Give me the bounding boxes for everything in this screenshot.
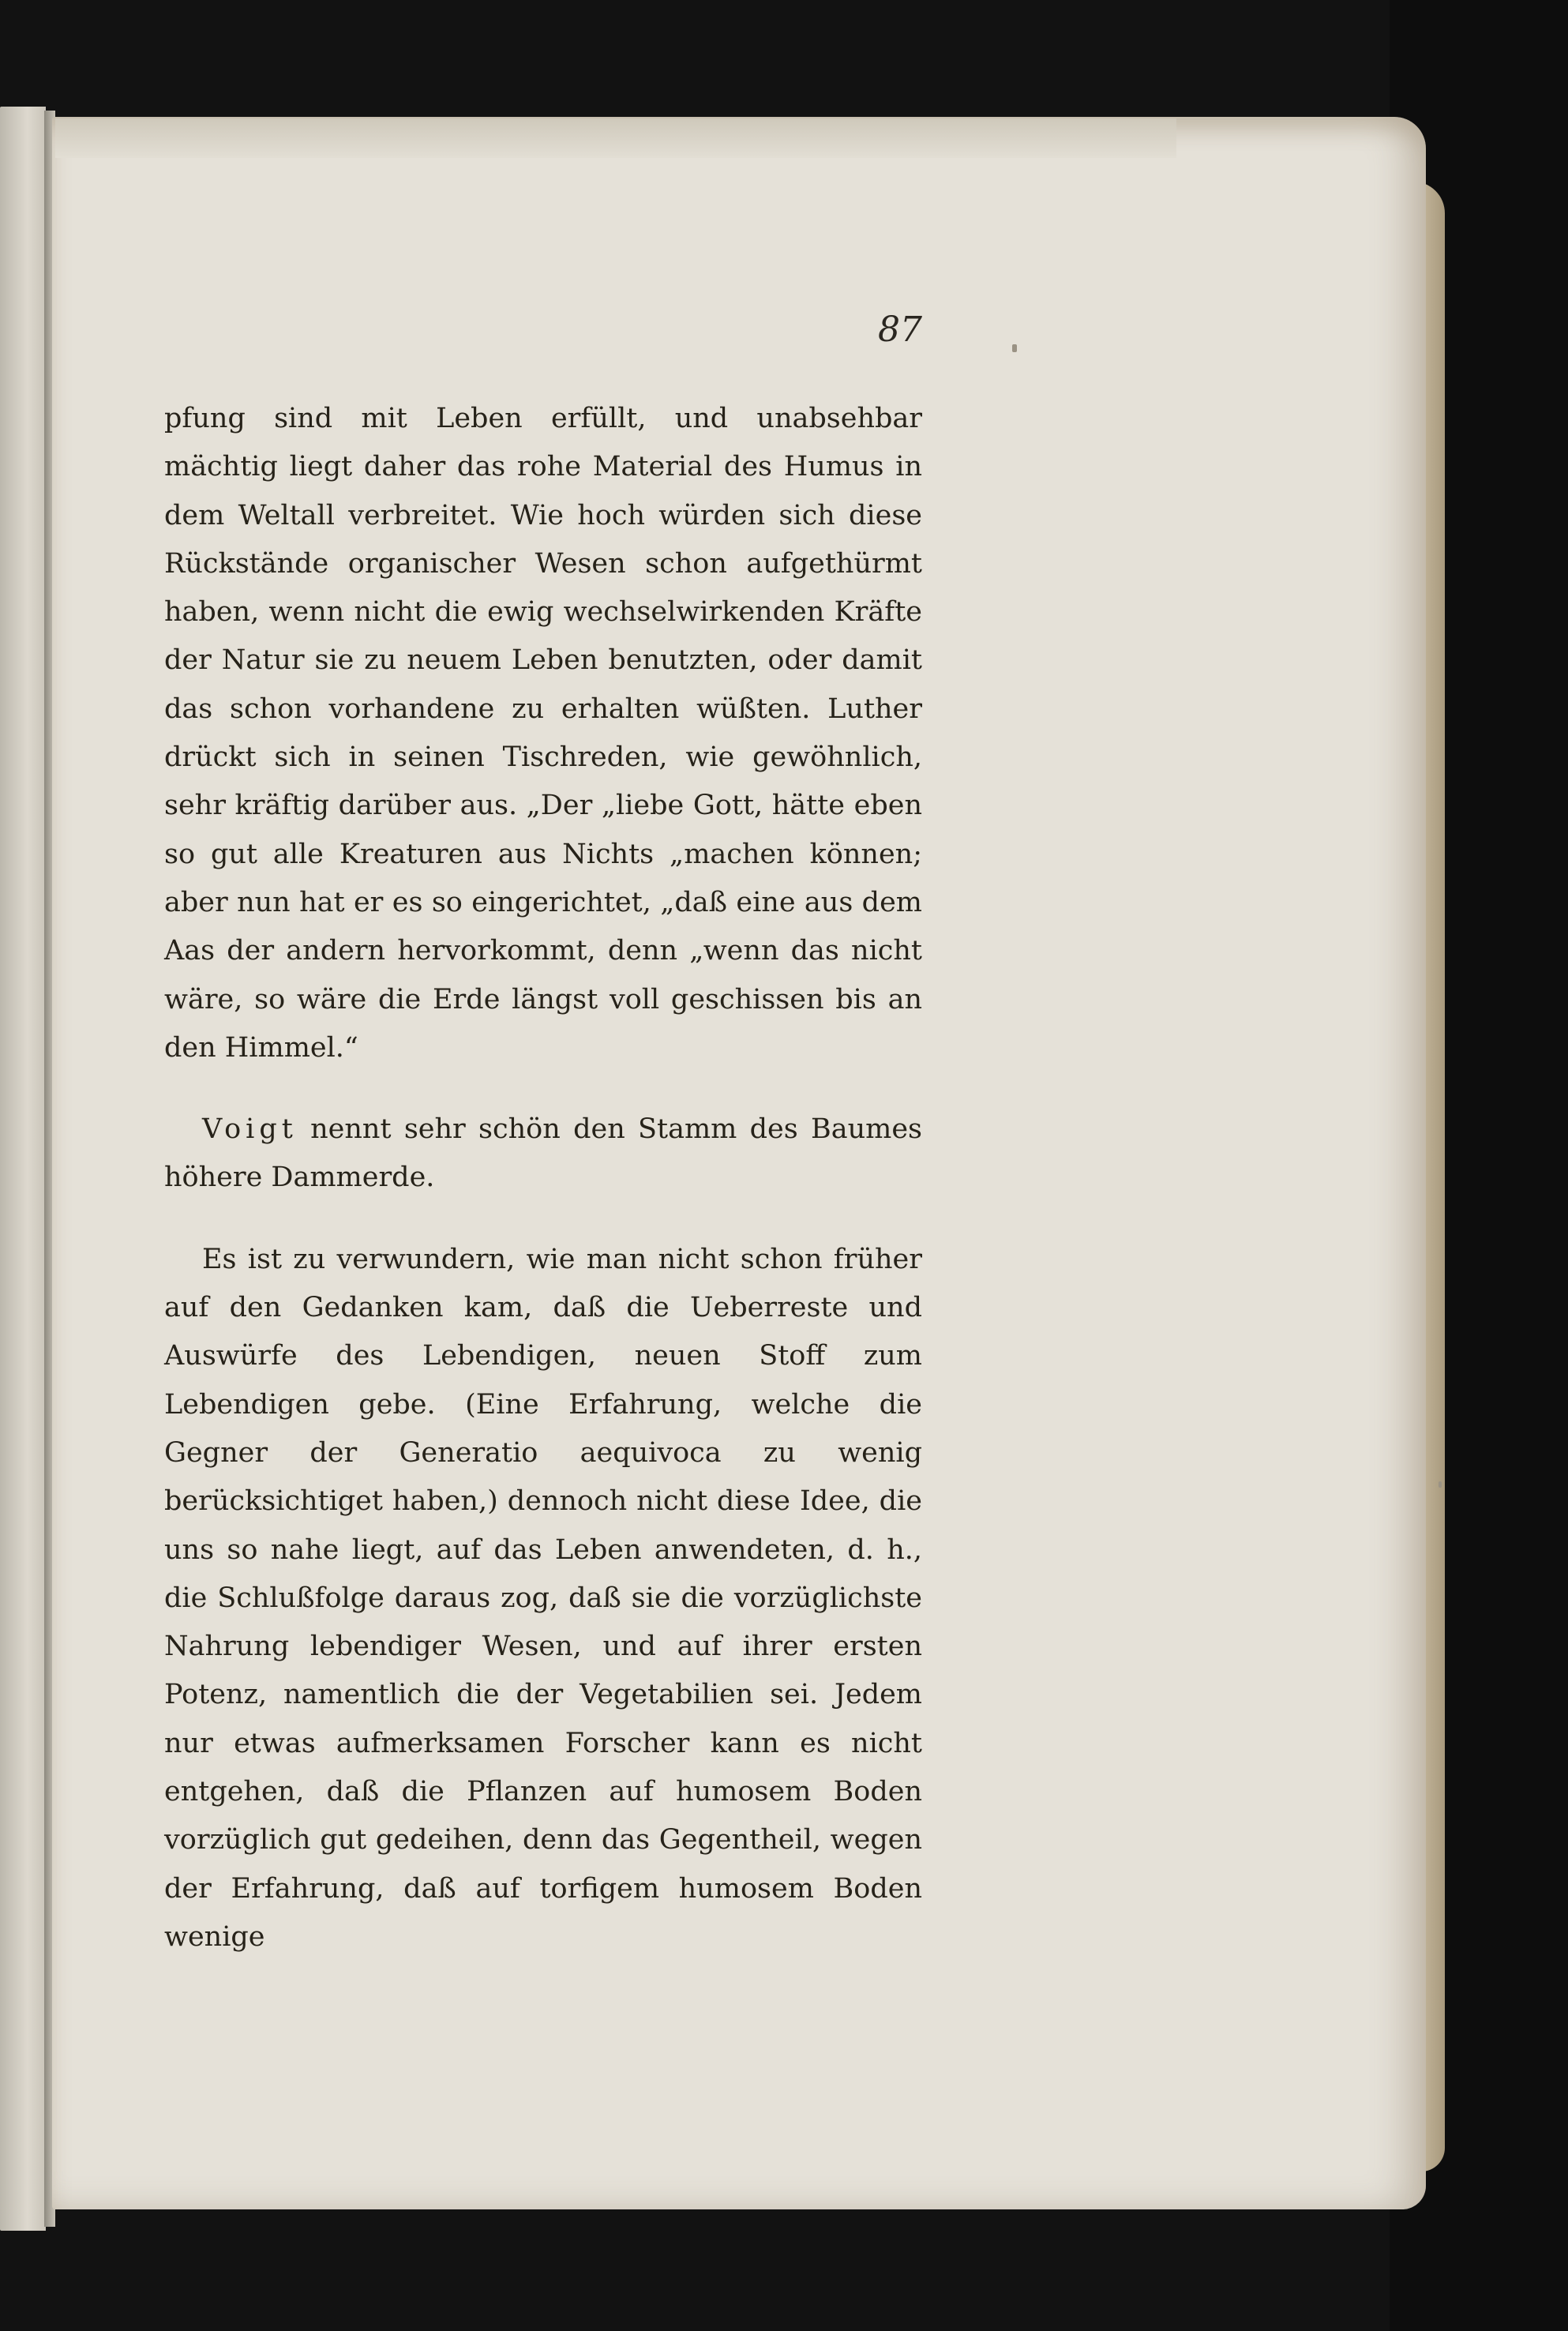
paragraph-3: Es ist zu verwundern, wie man nicht schon früher auf den Gedanken kam, daß die Ueberreste und Auswürfe des Lebendigen, neuen Stoff zum Lebendigen gebe. (Eine Erfahrung, welche die Gegner der Generatio aequivoca zu wenig berücksichtiget haben,) dennoch nicht diese Idee, die uns so nahe liegt, auf das Leben anwendeten, d. h., die Schlußfolge daraus zog, daß sie die vorzüglichste Nahrung lebendiger Wesen, und auf ihrer ersten Potenz, namentlich die der Vegetabilien sei. Jedem nur etwas aufmerksamen Forscher kann es nicht entgehen, daß die Pflanzen auf humosem Boden vorzüglich gut gedeihen, denn das Gegentheil, wegen der Erfahrung, daß auf torfigem humosem Boden wenige [164,1243,922,1953]
previous-page-edge [0,107,46,2231]
paper-speck [1012,344,1017,352]
paragraph-2 [164,1105,922,1203]
page-top-fold [55,118,1176,158]
body-text [164,395,922,1961]
page-number: 87 [878,310,922,350]
paper-speck [1439,1481,1442,1488]
paragraph-2-text: nennt sehr schön den Stamm des Baumes höhere Dammerde. [164,1113,922,1194]
author-name: Voigt [202,1113,298,1146]
paragraph-1: pfung sind mit Leben erfüllt, und unabsehbar mächtig liegt daher das rohe Material des Humus in dem Weltall verbreitet. Wie hoch würden sich diese Rückstände organischer Wesen schon aufgethürmt haben, wenn nicht die ewig wechselwirkenden Kräfte der Natur sie zu neuem Leben benutzten, oder damit das schon vorhandene zu erhalten wüßten. Luther drückt sich in seinen Tischreden, wie gewöhnlich, sehr kräftig darüber aus. „Der „liebe Gott, hätte eben so gut alle Kreaturen aus Nichts „machen können; aber nun hat er es so eingerichtet, „daß eine aus dem Aas der andern hervorkommt, denn „wenn das nicht wäre, so wäre die Erde längst voll geschissen bis an den Himmel.“ [164,403,922,1064]
